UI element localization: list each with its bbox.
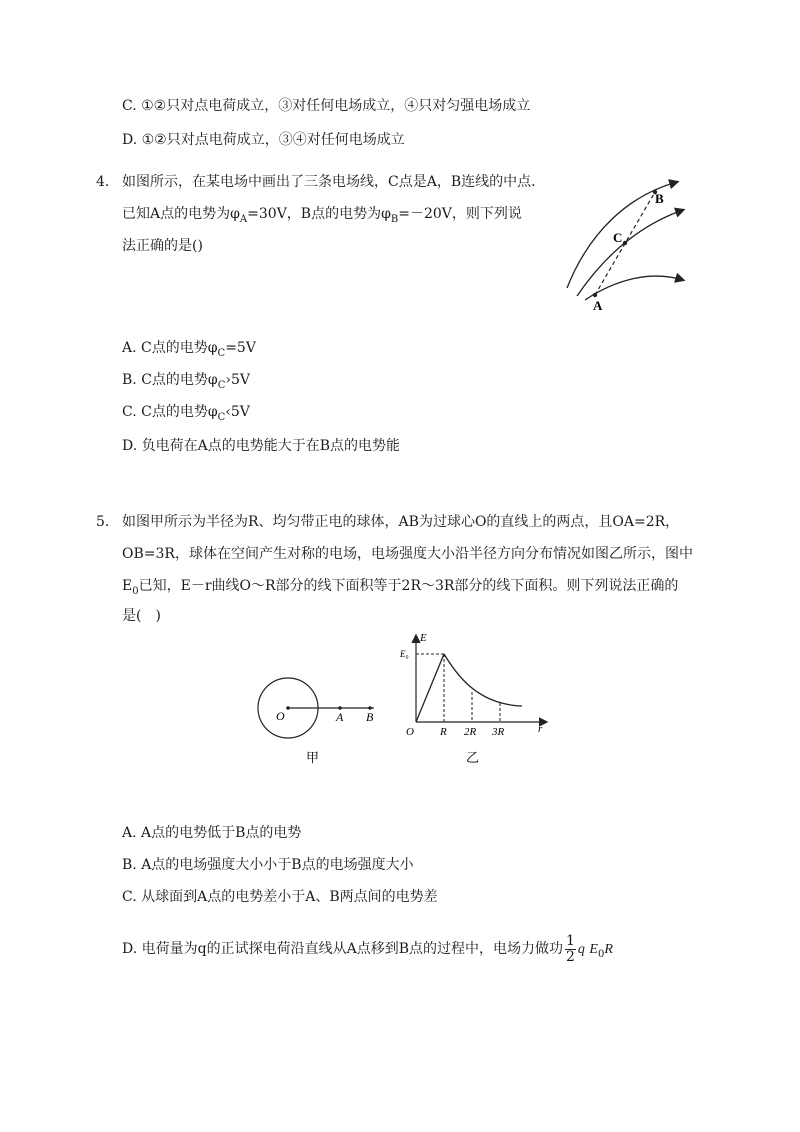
label-o: O xyxy=(276,709,285,723)
q5-figure-e-r-graph xyxy=(398,632,558,772)
q5-option-c[interactable]: C. 从球面到A点的电势差小于A、B两点间的电势差 xyxy=(122,889,438,905)
q5-line3: $E_0$已知，E－r曲线O～R部分的线下面积等于2R～3R部分的线下面积。则下列说法正确的 xyxy=(122,578,679,597)
caption-jia: 甲 xyxy=(306,750,320,765)
q4-line3: 法正确的是() xyxy=(122,238,203,254)
label-o: O xyxy=(406,726,414,738)
q5-option-b[interactable]: B. A点的电场强度大小小于B点的电场强度大小 xyxy=(122,857,414,873)
q3-option-c: C. ①②只对点电荷成立，③对任何电场成立，④只对匀强电场成立 xyxy=(122,98,531,114)
q4-option-d[interactable]: D. 负电荷在A点的电势能大于在B点的电势能 xyxy=(122,438,401,454)
label-r: R xyxy=(440,726,447,738)
q4-line1: 如图所示，在某电场中画出了三条电场线，C点是A，B连线的中点. xyxy=(122,174,536,190)
q5-number: 5. xyxy=(96,514,110,530)
label-b: B xyxy=(366,710,374,724)
q4-line2: 已知A点的电势为$\varphi_A=30V$，B点的电势为$\varphi_B=-20V$，则下列说 xyxy=(122,206,522,225)
fraction-half: $\frac{1}{2}$ xyxy=(566,932,575,965)
linear-segment xyxy=(416,654,444,722)
caption-yi: 乙 xyxy=(466,750,480,765)
label-a: A xyxy=(336,710,344,724)
q5-option-d[interactable]: D. 电荷量为q的正试探电荷沿直线从A点移到B点的过程中，电场力做功 $\frac{1}{2}$ q $E_0R$ xyxy=(122,932,613,965)
q4-field-lines-figure xyxy=(555,170,695,315)
label-b: B xyxy=(655,191,664,206)
q4-option-c[interactable]: C. C点的电势$\varphi_C‹5V$ xyxy=(122,404,250,423)
label-2r: 2R xyxy=(464,726,477,738)
q4-option-b[interactable]: B. C点的电势$\varphi_C›5V$ xyxy=(122,372,250,391)
q5-option-a[interactable]: A. A点的电势低于B点的电势 xyxy=(122,825,302,841)
label-e0: E₀ xyxy=(400,649,409,659)
label-r-axis: r xyxy=(538,723,543,735)
q5-line4: 是( ) xyxy=(122,608,161,624)
label-c: C xyxy=(613,230,623,245)
q5-line1: 如图甲所示为半径为R、均匀带正电的球体，AB为过球心O的直线上的两点，且OA=2R， xyxy=(122,514,680,530)
q5-figure-sphere xyxy=(250,670,390,770)
decay-curve xyxy=(444,654,522,706)
label-3r: 3R xyxy=(492,726,505,738)
label-a: A xyxy=(593,298,603,313)
q4-number: 4. xyxy=(96,174,110,190)
q5-line2: OB=3R，球体在空间产生对称的电场，电场强度大小沿半径方向分布情况如图乙所示，图中 xyxy=(122,546,693,562)
field-line-middle xyxy=(577,210,683,296)
label-e: E xyxy=(420,632,427,644)
q3-option-d: D. ①②只对点电荷成立，③④对任何电场成立 xyxy=(122,132,405,148)
q4-option-a[interactable]: A. C点的电势$\varphi_C=5V$ xyxy=(122,340,256,359)
